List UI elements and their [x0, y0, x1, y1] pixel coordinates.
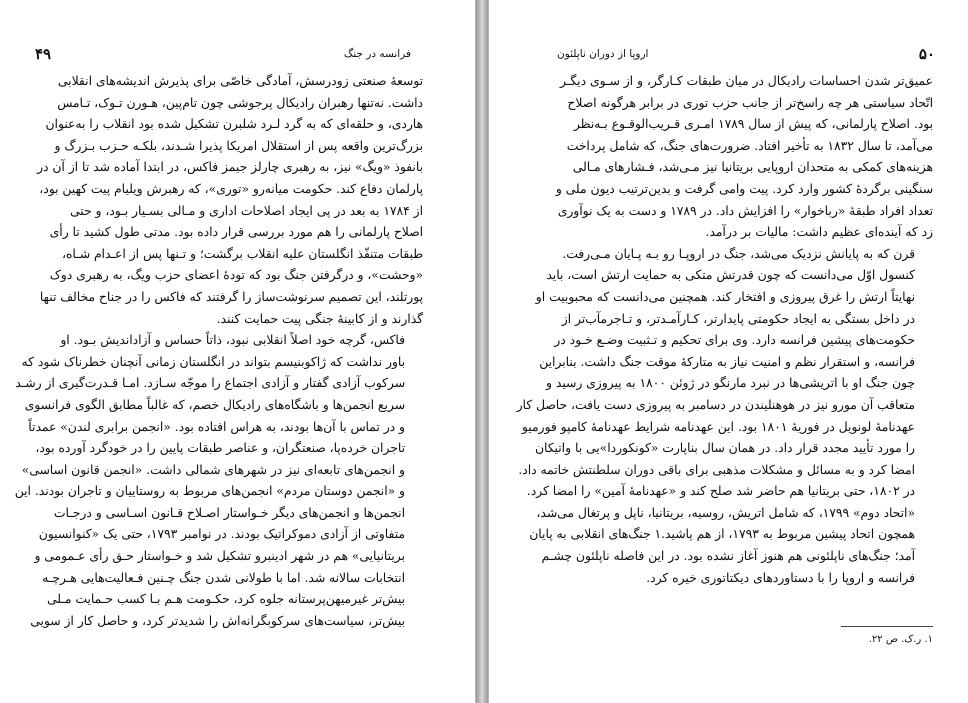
text-line: توسعهٔ صنعتی زودرسش، آمادگی خاصّی برای پذیرش اندیشه‌های انقلابی	[57, 74, 423, 88]
text-line: متعاقب آن مورو نیز در هوهنلیندن در دسامبر به پیروزی دست یافت، حاصل کار	[516, 397, 915, 412]
text-line: عمیق‌تر شدن احساسات رادیکال در میان طبقات کـارگر، و از سـوی دیگـر	[559, 74, 933, 88]
text-line: انجمن‌ها و انجمن‌های دیگر خـواستار اصـلاح قـانون اسـاسی و درجـات	[53, 505, 405, 520]
text-line: می‌آمد، تا سال ۱۸۳۲ به تأخیر افتاد. ضرورت‌های جنگ، که شامل پرداخت	[566, 138, 933, 153]
text-line: را مورد تأیید مجدد قرار داد. در همان سال بناپارت «کونکوردا»یی با واتیکان	[534, 441, 915, 456]
paragraph	[516, 244, 933, 590]
text-line: بانفوذ «ویگ» نیز، به رهبری چارلز جیمز فاکس، در ابتدا آماده شد تا از آن در	[37, 160, 423, 175]
text-line: «وحشت»، و درگرفتن جنگ بود که تودهٔ اعضای حزب ویگ، به رهبری دوک	[49, 268, 423, 283]
text-line: نهایتاً ارتش را غرق پیروزی و افتخار کند. همچنین می‌دانست که محبوبیت او	[535, 289, 915, 304]
paragraph	[35, 71, 423, 330]
text-line: و انجمن‌های تابعه‌ای نیز در شهرهای شمالی داشت. «انجمن قانون اساسی»	[21, 462, 405, 477]
text-line: کنسول اوّل می‌دانست که چون قدرتش متکی به حمایت ارتش است، باید	[546, 268, 915, 283]
text-line: زد که آینده‌ای عظیم داشت: مالیات بر درآمد.	[705, 225, 933, 240]
text-line: از ۱۷۸۴ به بعد در پی ایجاد اصلاحات اداری و مـالی بسـیار بـود، و حتی	[70, 203, 423, 218]
text-line: فرانسه و اروپا را با دستاوردهای دیکتاتوری خیره کرد.	[646, 570, 915, 585]
text-line: بود. اصلاح پارلمانی، که پیش از سال ۱۷۸۹ امـری قـریب‌الوقـوع بـه‌نظر	[573, 117, 933, 132]
text-line: تاجران خرده‌پا، صنعتگران، و عناصر طبقات پایین را در خودگرد آورده بود،	[35, 441, 405, 456]
text-line: متفاوتی از آزادی دموکراتیک بودند. در نوامبر ۱۷۹۳، حتی یک «کنوانسیون	[38, 527, 405, 542]
text-line: همچون اتحاد پیشین مربوط به ۱۷۹۳، از هم پاشید.۱ جنگ‌های انقلابی به پایان	[529, 527, 915, 542]
text-line: حکومت‌های پیشین فرانسه دارد. وی برای تحکیم و تـثبیت وضـع خـود در	[554, 333, 915, 348]
text-line: اصلاح پارلمانی را هم مورد بررسی قرار داده بود. مدتی طول کشید تا رأی	[49, 225, 423, 240]
footnote-divider	[841, 626, 933, 627]
right-running-title: اروپا از دوران ناپلئون	[557, 48, 649, 60]
left-page-header	[35, 44, 411, 64]
text-line: «اتحاد دوم» ۱۷۹۹، که شامل اتریش، روسیه، بریتانیا، ناپل و پرتغال می‌شد،	[536, 505, 915, 520]
text-line: تعداد افراد طبقهٔ «رباخوار» را افزایش داد. در ۱۷۸۹ و دست به یک نوآوری	[557, 203, 933, 218]
paragraph	[14, 330, 423, 632]
text-line: هزینه‌های کمکی به متحدان اروپایی بریتانیا نیز مـی‌شد، فـشارهای مـالی	[572, 160, 933, 175]
right-page	[488, 0, 968, 703]
left-running-title: فرانسه در جنگ	[343, 48, 411, 60]
text-line: طبقات متنفّذ انگلستان علیه انقلاب برگشت؛ و تـنها پس از اعـدام شـاه،	[61, 246, 423, 261]
text-line: بریتانیایی» هم در شهر ادینبرو تشکیل شد و خـواستار حـق رأی عـمومی و	[34, 549, 405, 564]
text-line: بیش‌تر غیرمیهن‌پرستانه جلوه کرد، حکـومت هـم بـا کسب حـمایت مـلی	[46, 592, 405, 607]
text-line: عهدنامهٔ لونویل در فوریهٔ ۱۸۰۱ بود. این عهدنامه شرایط عهدنامهٔ کامپو فورمیو	[521, 419, 915, 434]
text-line: و در تماس با آن‌ها بودند، به هراس افتاده بود. «انجمن برابری لندن» عمدتاً	[28, 419, 405, 434]
text-line: قرن که به پایانش نزدیک می‌شد، جنگ در اروپـا رو بـه پـایان مـی‌رفت.	[562, 246, 915, 261]
footnote: ۱. ر.ک. ص ۲۲.	[868, 634, 933, 645]
text-line: اتّحاد سیاستی هر چه راسخ‌تر از جانب حزب توری در برابر هرگونه اصلاح	[567, 95, 933, 110]
text-line: گذارند و از کابینهٔ جنگی پیت حمایت کنند.	[216, 311, 423, 326]
text-line: پارلمان دفاع کند. حکومت میانه‌رو «توری»، که رهبرش ویلیام پیت کهین بود،	[39, 181, 423, 196]
right-page-body	[516, 71, 933, 589]
text-line: در داخل بستگی به ایجاد حکومتی پایدارتر، کـارآمـدتر، و تـاجرمآب‌تر از	[561, 311, 915, 326]
text-line: داشت. نه‌تنها رهبران رادیکال پرجوشی چون تام‌پین، هـورن تـوک، تـامس	[57, 95, 423, 110]
text-line: انتخابات سالانه شد. اما با طولانی شدن جنگ چـنین فـعالیت‌هایی هـرچـه	[42, 570, 405, 585]
text-line: و «انجمن دوستان مردم» انجمن‌های مربوط به روستاییان و تاجران بودند. این	[14, 484, 405, 499]
text-line: باور نداشت که ژاکوبنیسم بتواند در انگلستان زمانی آنچنان خطرناک شود که	[21, 354, 405, 369]
left-page-body	[14, 71, 423, 632]
left-page-number: ۴۹	[35, 45, 52, 63]
text-line: امضا کرد و به مسائل و مشکلات مذهبی برای باقی دوران سلطنتش خاتمه داد.	[518, 462, 915, 477]
right-page-number: ۵۰	[918, 45, 935, 63]
text-line: چون جنگ او با اتریشی‌ها در نبرد مارنگو در ژوئن ۱۸۰۰ به پیروزی رسید و	[546, 376, 915, 391]
book-gutter	[476, 0, 488, 703]
text-line: سنگینی برگردهٔ کشور وارد کرد. پیت وامی گرفت و بدین‌ترتیب دیون ملی و	[555, 181, 933, 196]
text-line: فاکس، گرچه خود اصلاً انقلابی نبود، ذاتاً حساس و آزاداندیش بـود. او	[60, 333, 405, 348]
text-line: بیش‌تر، سیاست‌های سرکوبگرانه‌اش را شدیدتر کرد، و حاصل کار از سویی	[30, 613, 405, 628]
left-page	[0, 0, 476, 703]
text-line: در ۱۸۰۲، حتی بریتانیا هم حاضر شد صلح کند و «عهدنامهٔ آمین» را امضا کرد.	[526, 484, 915, 499]
text-line: آمد؛ جنگ‌های ناپلئونی هم هنوز آغاز نشده بود. در این فاصله ناپلئون چشـم	[541, 549, 915, 564]
paragraph	[549, 71, 933, 244]
text-line: سریع انجمن‌ها و باشگاه‌های رادیکال خصم، که غالباً مطابق الگوی فرانسوی	[24, 397, 405, 412]
text-line: سرکوب آزادی گفتار و آزادی اجتماع را موجّه سـازد. امـا قـدرت‌گیری از رشـد	[15, 376, 405, 391]
right-page-header	[557, 44, 935, 64]
text-line: پورتلند، این تصمیم سرنوشت‌ساز را گرفتند که فاکس را در جناح مخالف تنها	[39, 289, 423, 304]
text-line: فرانسه، و استقرار نظم و امنیت نیاز به متارکهٔ موقت جنگ داشت. بنابراین	[539, 354, 915, 369]
text-line: بزرگ‌ترین واقعه پس از استقلال امریکا پذیرا شـدند، بلکـه حـزب بـزرگ و	[54, 138, 423, 153]
text-line: هاردی، و حلقه‌ای که به گرد لـرد شلبرن تشکیل شده بود انقلاب را به‌عنوان	[45, 117, 423, 132]
